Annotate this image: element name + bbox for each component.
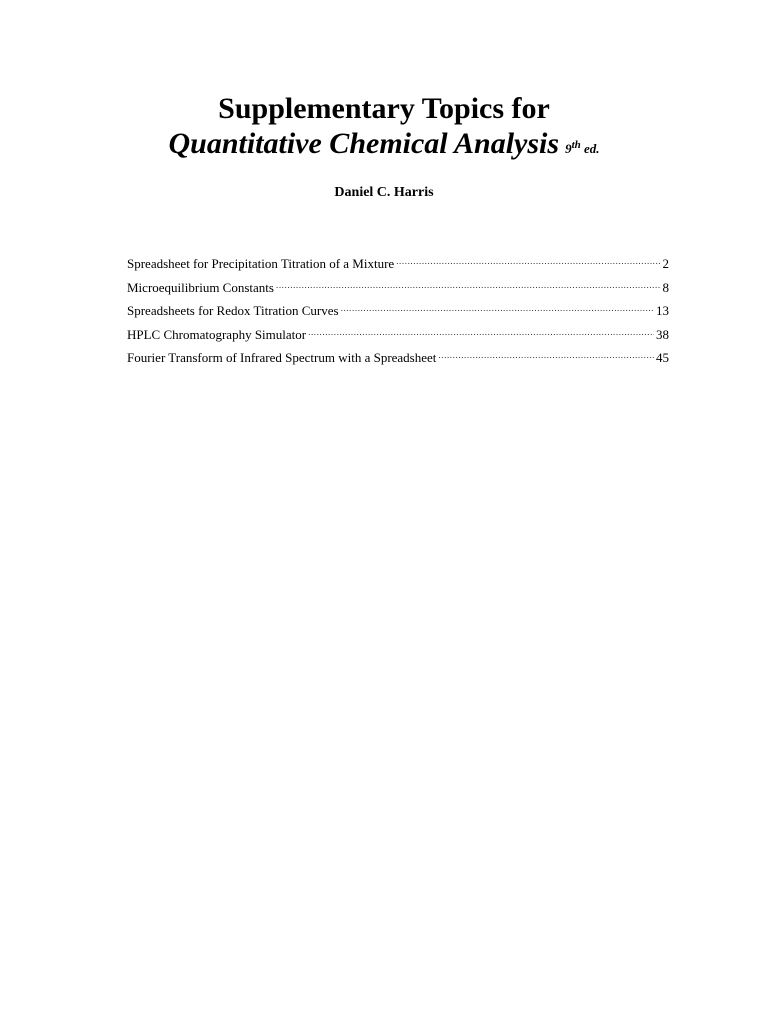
toc-dot-leader <box>341 303 654 315</box>
toc-entry[interactable] <box>127 326 669 350</box>
toc-dot-leader <box>308 327 654 339</box>
toc-entry-page: 8 <box>662 279 669 295</box>
title-block <box>0 92 768 167</box>
toc-entry-title: Spreadsheet for Precipitation Titration of a Mixture <box>127 256 395 271</box>
toc-entry[interactable] <box>127 349 669 373</box>
toc-dot-leader <box>396 256 660 268</box>
toc-entry-title: Microequilibrium Constants <box>127 279 274 295</box>
title-line-1: Supplementary Topics for <box>218 92 550 125</box>
toc-entry-title: HPLC Chromatography Simulator <box>127 326 307 342</box>
edition-number: 9 <box>565 141 572 156</box>
title-line-2 <box>0 126 768 167</box>
toc-entry-title: Fourier Transform of Infrared Spectrum with a Spreadsheet <box>127 350 437 365</box>
toc-entry-page: 2 <box>662 256 669 271</box>
author-name: Daniel C. Harris <box>334 185 434 200</box>
edition-label: ed. <box>584 141 600 156</box>
edition-suffix: th <box>571 139 581 151</box>
toc-entry[interactable] <box>127 302 669 326</box>
toc-dot-leader <box>438 350 654 362</box>
toc-dot-leader <box>276 280 661 292</box>
toc-entry[interactable] <box>127 255 669 279</box>
toc-entry-page: 13 <box>656 303 669 318</box>
toc-entry[interactable] <box>127 279 669 303</box>
table-of-contents <box>127 255 669 373</box>
edition-marker <box>565 141 599 156</box>
toc-entry-page: 38 <box>656 326 669 342</box>
toc-entry-page: 45 <box>656 350 669 365</box>
toc-entry-title: Spreadsheets for Redox Titration Curves <box>127 303 339 318</box>
book-title: Quantitative Chemical Analysis <box>168 127 560 160</box>
